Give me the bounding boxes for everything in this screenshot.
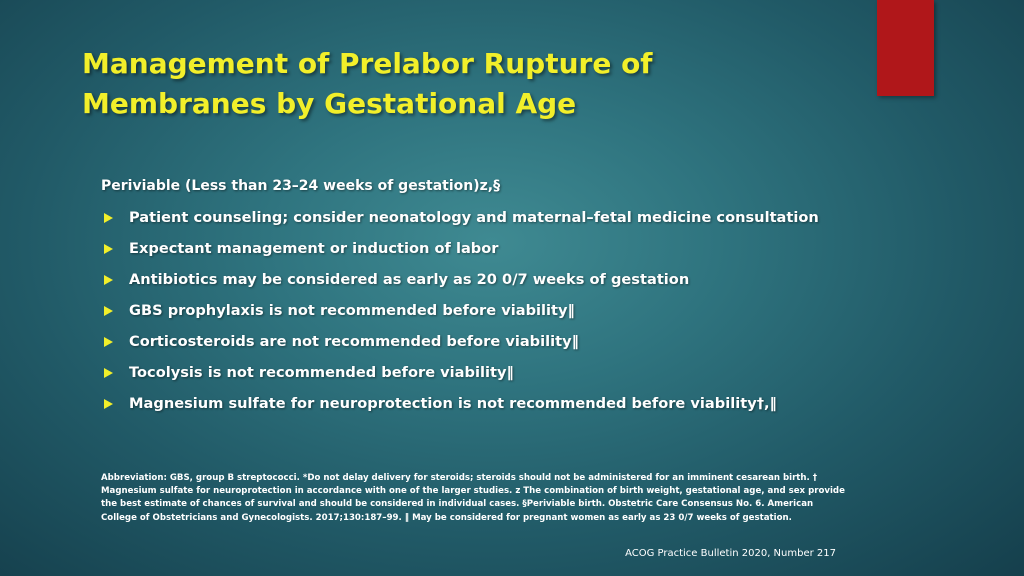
- footnote: Abbreviation: GBS, group B streptococci. *Do not delay delivery for steroids; steroids should not be administered for an imminent cesarean birth. † Magnesium sulfate for neuroprotection in accordance with one of the larger studies. z The combination of birth weight, gestational age, and sex provide the best estimate of chances of survival and should be considered in individual cases. §Periviable birth. Obstetric Care Consensus No. 6. American College of Obstetricians and Gynecologists. 2017;130:187–99. ‖ May be considered for pregnant women as early as 23 0/7 weeks of gestation.: [101, 473, 845, 523]
- accent-bar: [877, 0, 934, 96]
- bullet-text: Expectant management or induction of labor: [129, 240, 499, 257]
- triangle-right-icon: [104, 337, 113, 347]
- triangle-right-icon: [104, 306, 113, 316]
- bullet-item-gbs: [101, 299, 901, 330]
- triangle-right-icon: [104, 399, 113, 409]
- bullet-item-corticosteroids: [101, 330, 901, 361]
- citation: ACOG Practice Bulletin 2020, Number 217: [625, 548, 836, 559]
- triangle-right-icon: [104, 368, 113, 378]
- bullet-item-counseling: [101, 206, 901, 237]
- bullet-text: Magnesium sulfate for neuroprotection is not recommended before viability†,‖: [129, 395, 777, 412]
- bullet-text: Tocolysis is not recommended before viability‖: [129, 364, 514, 381]
- slide-title-line-1: Management of Prelabor Rupture of: [82, 47, 653, 80]
- bullet-item-antibiotics: [101, 268, 901, 299]
- section-heading: Periviable (Less than 23–24 weeks of gestation)z,§: [101, 178, 501, 194]
- bullet-item-management: [101, 237, 901, 268]
- bullet-list: [101, 206, 901, 423]
- triangle-right-icon: [104, 244, 113, 254]
- bullet-text: Corticosteroids are not recommended before viability‖: [129, 333, 579, 350]
- slide-title-line-2: Membranes by Gestational Age: [82, 87, 577, 120]
- bullet-item-tocolysis: [101, 361, 901, 392]
- triangle-right-icon: [104, 275, 113, 285]
- bullet-text: Antibiotics may be considered as early as 20 0/7 weeks of gestation: [129, 271, 690, 288]
- bullet-text: GBS prophylaxis is not recommended before viability‖: [129, 302, 575, 319]
- slide-title: [82, 44, 842, 124]
- triangle-right-icon: [104, 213, 113, 223]
- bullet-item-magnesium: [101, 392, 901, 423]
- bullet-text: Patient counseling; consider neonatology and maternal–fetal medicine consultation: [129, 209, 819, 226]
